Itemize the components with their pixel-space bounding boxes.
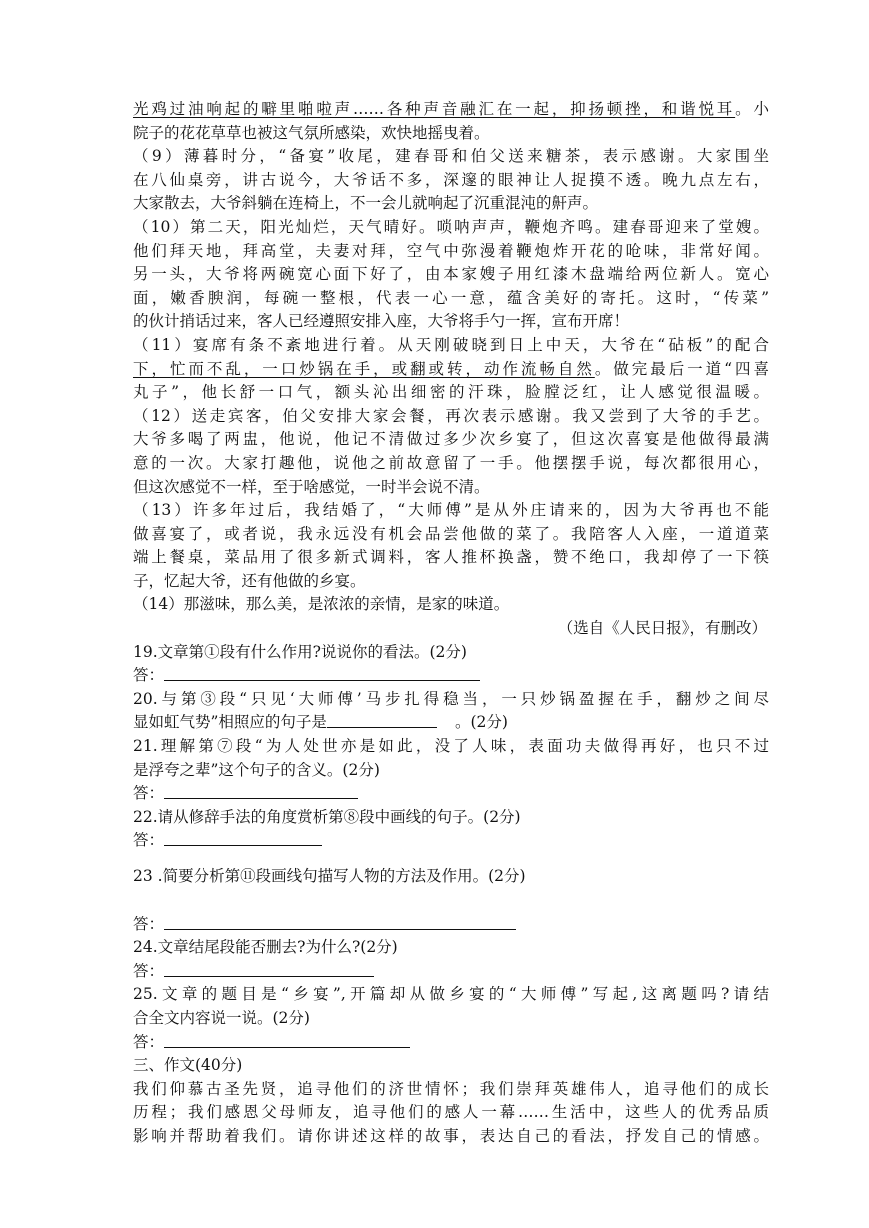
- paragraph-12-line: （12）送走宾客，伯父安排大家会餐，再次表示感谢。我又尝到了大爷的手艺。: [133, 406, 769, 425]
- answer-blank[interactable]: [164, 1033, 410, 1048]
- paragraph-11-line: （11）宴席有条不紊地进行着。从天刚破晓到日上中天，大爷在“砧板”的配合: [133, 335, 769, 354]
- answer-blank[interactable]: [164, 831, 322, 846]
- paragraph-8-line: 光鸡过油响起的噼里啪啦声……各种声音融汇在一起，抑扬顿挫，和谐悦耳。小: [133, 100, 769, 118]
- answer-line-21: 答：: [133, 782, 769, 806]
- essay-prompt-line: 我们仰慕古圣先贤，追寻他们的济世情怀；我们崇拜英雄伟人，追寻他们的成长: [133, 1079, 769, 1098]
- paragraph-13-line: （13）许多年过后，我结婚了，“大师傅”是从外庄请来的，因为大爷再也不能: [133, 501, 769, 520]
- paragraph-13-line: 做喜宴了，或者说，我永远没有机会品尝他做的菜了。我陪客人入座，一道道菜: [133, 524, 769, 543]
- fill-in-blank[interactable]: [327, 713, 437, 728]
- answer-blank[interactable]: [164, 915, 516, 930]
- question-19: 19.文章第①段有什么作用?说说你的看法。(2分): [133, 642, 467, 661]
- paragraph-11-line: 下，忙而不乱，一口炒锅在手，或翻或转，动作流畅自然。做完最后一道“四喜: [133, 359, 769, 378]
- exam-page: [133, 98, 769, 1149]
- paragraph-10-line: 面，嫩香腴润，每碗一整根，代表一心一意，蕴含美好的寄托。这时，“传菜”: [133, 288, 769, 307]
- paragraph-10-line: 另一头，大爷将两碗宽心面下好了，由本家嫂子用红漆木盘端给两位新人。宽心: [133, 265, 769, 284]
- paragraph-10-line: 他们拜天地，拜高堂，夫妻对拜，空气中弥漫着鞭炮炸开花的呛味，非常好闻。: [133, 241, 769, 260]
- answer-line-19: 答：: [133, 664, 769, 688]
- paragraph-12-line: 大爷多喝了两盅，他说，他记不清做过多少次乡宴了，但这次喜宴是他做得最满: [133, 430, 769, 449]
- paragraph-9-line: （9）薄暮时分，“备宴”收尾，建春哥和伯父送来糖茶，表示感谢。大家围坐: [133, 147, 769, 166]
- essay-prompt-line: 影响并帮助着我们。请你讲述这样的故事，表达自己的看法，抒发自己的情感。: [133, 1126, 769, 1145]
- essay-heading: 三、作文(40分): [133, 1056, 243, 1075]
- source-citation: （选自《人民日报》，有删改）: [557, 619, 767, 638]
- paragraph-9-line: 在八仙桌旁，讲古说今，大爷话不多，深邃的眼神让人捉摸不透。晚九点左右，: [133, 170, 769, 189]
- paragraph-14-line: （14）那滋味，那么美，是浓浓的亲情，是家的味道。: [133, 595, 510, 614]
- answer-line-22: 答：: [133, 829, 769, 853]
- answer-blank[interactable]: [164, 784, 358, 799]
- underlined-sentence: 光鸡过油响起的噼里啪啦声……各种声音融汇在一起，抑扬顿挫，和谐悦耳: [133, 100, 736, 118]
- paragraph-10-line: 的伙计捎话过来，客人已经遵照安排入座，大爷将手勺一挥，宣布开席！: [133, 312, 630, 331]
- question-25-line: 25.文章的题目是“乡宴”,开篇却从做乡宴的“大师傅”写起,这离题吗?请结: [133, 985, 769, 1004]
- question-21-line: 21.理解第⑦段“为人处世亦是如此，没了人味，表面功夫做得再好，也只不过: [133, 737, 769, 756]
- paragraph-13-line: 端上餐桌，菜品用了很多新式调料，客人推杯换盏，赞不绝口，我却停了一下筷: [133, 548, 769, 567]
- paragraph-8-line: 院子的花花草草也被这气氛所感染，欢快地摇曳着。: [133, 123, 490, 142]
- answer-line-23: 答：: [133, 913, 769, 937]
- paragraph-11-line: 丸子”，他长舒一口气，额头沁出细密的汗珠，脸膛泛红，让人感觉很温暖。: [133, 383, 769, 402]
- paragraph-12-line: 但这次感觉不一样，至于啥感觉，一时半会说不清。: [133, 477, 490, 496]
- question-20-line: 20.与第③段“只见‘大师傅’马步扎得稳当，一只炒锅盈握在手，翻炒之间尽: [133, 689, 769, 708]
- answer-line-24: 答：: [133, 960, 769, 984]
- essay-prompt-line: 历程；我们感恩父母师友，追寻他们的感人一幕……生活中，这些人的优秀品质: [133, 1103, 769, 1122]
- question-22: 22.请从修辞手法的角度赏析第⑧段中画线的句子。(2分): [133, 807, 521, 826]
- question-23: 23 .简要分析第⑪段画线句描写人物的方法及作用。(2分): [133, 867, 526, 885]
- answer-blank[interactable]: [164, 666, 480, 681]
- question-25-line: 合全文内容说一说。(2分): [133, 1008, 310, 1027]
- paragraph-10-line: （10）第二天，阳光灿烂，天气晴好。唢呐声声，鞭炮齐鸣。建春哥迎来了堂嫂。: [133, 217, 769, 236]
- answer-line-25: 答：: [133, 1031, 769, 1055]
- question-21-line: 是浮夸之辈”这个句子的含义。(2分): [133, 760, 380, 779]
- question-20-line: 显如虹气势”相照应的句子是 。(2分): [133, 713, 508, 732]
- paragraph-9-line: 大家散去，大爷斜躺在连椅上，不一会儿就响起了沉重混沌的鼾声。: [133, 194, 599, 213]
- question-24: 24.文章结尾段能否删去?为什么?(2分): [133, 938, 398, 957]
- paragraph-12-line: 意的一次。大家打趣他，说他之前故意留了一手。他摆摆手说，每次都很用心，: [133, 453, 769, 472]
- underlined-sentence: 下，忙而不乱，一口炒锅在手，或翻或转，动作流畅自然: [133, 359, 595, 378]
- paragraph-13-line: 子，忆起大爷，还有他做的乡宴。: [133, 571, 366, 590]
- answer-blank[interactable]: [164, 962, 374, 977]
